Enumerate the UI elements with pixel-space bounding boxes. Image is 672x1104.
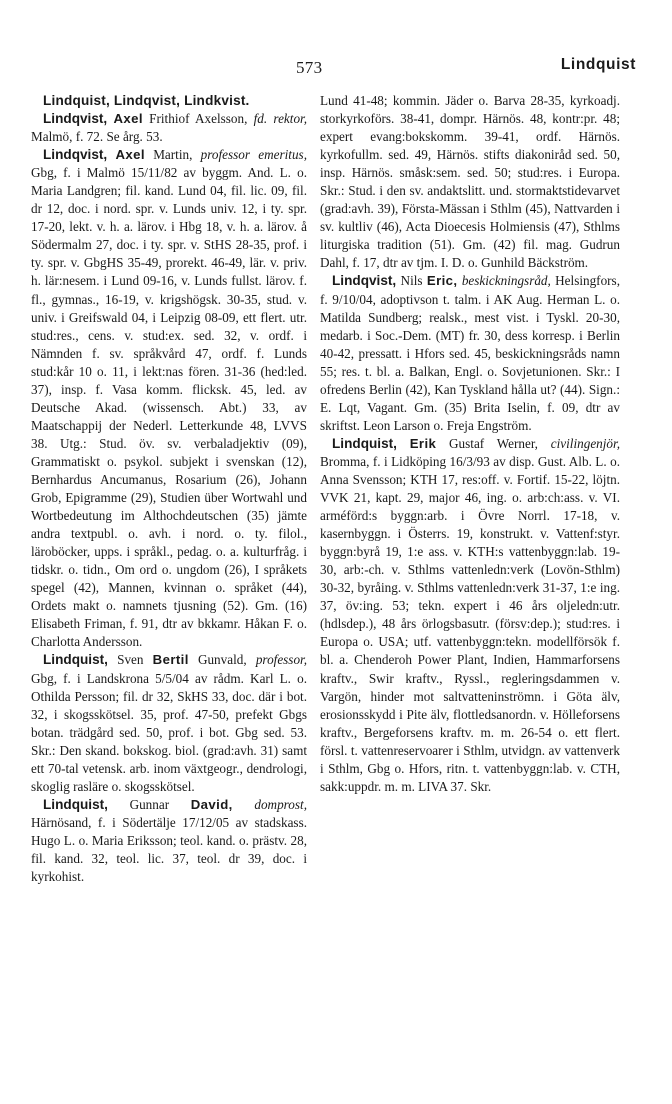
- group-heading: Lindquist, Lindqvist, Lindkvist.: [43, 93, 250, 108]
- entry-given-bold: Bertil: [152, 652, 189, 668]
- entry-given-bold: David,: [190, 796, 233, 812]
- running-head: Lindquist: [560, 56, 636, 73]
- entry-given-bold: Axel: [113, 111, 143, 127]
- entry-body: Gbg, f. i Malmö 15/11/82 av byggm. And. L. o. Maria Landgren; fil. kand. Lund 04, fil. lic. 09, fil. dr 12, doc. i nord. spr. v. Lunds univ. 12, i ty. spr. 17-20, lekt. v. h. a. lärov. i Hbg 18, v. h. a. lärov. å Södermalm 27, doc. i ty. spr. v. StHS 28-35, prof. i ty. spr. v. GbgHS 35-49, prorekt. 46-49, lär. v. priv. h. lär:nesem. i Lund 09-16, v. Lunds fullst. lärov. f. fl., gymnas., 16-19, v. krigshögsk. 30-35, stud. v. univ. i Greifswald 04, i Leipzig 08-09, ett flert. utr. stud:res., cens. v. stud:ex. sed. 32, v. ordf. i Nämnden f. sv. språkvård 47, ordf. f. Lunds stud:kår 10 o. 11, i lekt:nas fören. 31-36 (hed:led. 37), insp. f. Vasa komm. flicksk. 45, led. av Deutsche Akad. (wissensch. Abt.) 33, av Maatschappij der Nederl. Letterkunde 48, LVVS 38. Utg.: Stud. öv. sv. verbaladjektiv (09), Grammatiskt o. psykol. subjekt i svenskan (12), Bernhardus Ancumanus, Rosarium (26), Johann Grob, Epigramme (29), Studien über Wortwahl und Wortbedeutung im Althochdeutschen (35) jämte andra textpubl. o. avh. i nord. o. ty. filol., läroböcker, upps. i språkl., pedag. o. a. kulturfråg. i tidskr. o. tidn., Om ord o. ungdom (26), I språkets spegel (42), Mannen, kvinnan o. språket (44), Ordets makt o. namnets tjusning (52). Gm. (16) Elisabeth Friman, f. 91, dtr av bkkamr. Håkan F. o. Charlotta Andersson.: [31, 165, 307, 650]
- biography-entry: [31, 146, 307, 651]
- entry-continuation: Lund 41-48; kommin. Jäder o. Barva 28-35, kyrkoadj. storkyrkoförs. 38-41, dompr. Härnös. 48, kontr:pr. 48; expert evang:bokskomm. 39-41, ordf. Härnös. kyrkofullm. sed. 49, Härnös. stifts diakoniråd sed. 50, insp. Härnös. småsk:sem. sed. 50; stud:res. i Europa. Skr.: Stud. i den sv. andaktslitt. und. stormaktstidevarvet (grad:avh. 39), Första-Mässan i Sthlm (45), Nattvarden i sv. kultliv (46), Acta Dioecesis Holmiensis (47), Sthlms liturgiska tradition (51). Gm. (42) fil. mag. Gudrun Dahl, f. 17, dtr av tjm. I. D. o. Gunhild Bäckström.: [320, 93, 620, 271]
- entry-title: professor emeritus,: [200, 147, 307, 163]
- entry-title: fd. rektor,: [253, 111, 307, 127]
- entry-given-bold: Axel: [115, 147, 145, 163]
- entry-given-bold: Erik: [409, 435, 437, 451]
- entry-body: Helsingfors, f. 9/10/04, adoptivson t. talm. i AK Aug. Herman L. o. Matilda Sundberg; realsk., mest vist. i Tyskl. 20-30, medarb. i Soc.-Dem. (MT) fr. 30, dess korresp. i Berlin 40-42, pressatt. i Hfors sed. 45, beskickningsråds namn 55; res. t. bl. a. Balkan, Engl. o. Sovjetunionen. Skr.: I ofredens Berlin (42), Kan Tyskland hålla ut? (44). Sign.: E. Lqt, Vagant. Gm. (35) Brita Iselin, f. 09, dtr av skriftst. Leon Larson o. Freja Engström.: [320, 273, 620, 433]
- entry-body: Malmö, f. 72. Se årg. 53.: [31, 129, 163, 145]
- left-column: [31, 92, 307, 886]
- entry-given-pre: [397, 436, 410, 451]
- entry-surname: Lindqvist,: [43, 111, 108, 127]
- entry-surname: Lindqvist,: [332, 273, 397, 289]
- page-number: 573: [296, 58, 323, 77]
- entry-surname: Lindquist,: [43, 652, 108, 668]
- entry-given-post: [233, 797, 255, 812]
- entry-given-post: Gunvald,: [188, 652, 247, 668]
- entry-surname: Lindquist,: [43, 796, 108, 812]
- entry-given-post: Martin,: [144, 147, 193, 163]
- entry-title: civilingenjör,: [550, 435, 620, 451]
- entry-given-pre: Nils: [396, 273, 427, 289]
- biography-entry: [31, 796, 307, 886]
- entry-body: Härnösand, f. i Södertälje 17/12/05 av stadskass. Hugo L. o. Maria Eriksson; teol. kand. o. prästv. 28, fil. kand. 32, teol. lic. 37, teol. dr 39, doc. i kyrkohist.: [31, 814, 307, 885]
- entry-surname: Lindquist,: [332, 435, 397, 451]
- page-header: [0, 48, 672, 78]
- entry-title: professor,: [255, 652, 307, 668]
- entry-given-bold: Eric,: [426, 273, 458, 289]
- entry-title: beskickningsråd,: [461, 273, 551, 289]
- entry-body: Bromma, f. i Lidköping 16/3/93 av disp. Gust. Alb. L. o. Anna Svensson; KTH 17, res:off. v. Fortif. 15-22, löjtn. VVK 21, kapt. 29, major 46, ing. o. arb:ch:ass. v. VI. arméförd:s byggn:arb. i Övre Norrl. 17-18, v. kasernbyggn. i Österrs. 19, konstrukt. v. Vattenf:styr. byggn:byrå 19, 1:e ass. v. KTH:s vattenbyggn:lab. 19-30, arb:-ch. v. Sthlms vattenledn:verk (Lovön-Sthlm) 30-32, byråing. v. Sthlms vattenledn:verk 31-37, 1:e ing. 37, öv:ing. 53; tekn. expert i 46 års oljeledn:utr. (hdlsdep.), 48 års örlogsbasutr. (försv:dep.); stud:res. i Europa o. USA; utf. vattenbyggn:tekn. modellförsök f. bl. a. Chenderoh Power Plant, Indien, Hammarforsens kraftv., Swir kraftv., Ryssl., regleringsdammen v. Vargön, hinder mot saltvatteninströmn. i Göta älv, erosionsskydd i Pite älv, flottledsanordn. v. Hölleforsens kraftv., Bergeforsens kraftv. m. m. 26-54 o. ett flert. försl. t. vattenreservoarer i Sthlm, utvidgn. av vattenverk i Sthlm, Gbg o. Hfors, ritn. t. vattenbyggn:lab. v. CTH, sakk:uppdr. m. m. LIVA 37. Skr.: [320, 453, 620, 794]
- biography-entry: [320, 272, 620, 434]
- entry-given-post: Frithiof Axelsson,: [142, 111, 248, 127]
- biography-entry: [31, 651, 307, 795]
- entry-title: domprost,: [254, 796, 307, 812]
- entry-given-pre: Sven: [107, 652, 153, 668]
- biography-entry: [31, 110, 307, 146]
- entry-surname: Lindqvist,: [43, 147, 108, 163]
- right-column: [320, 92, 620, 796]
- entry-given-post: Gustaf Werner,: [436, 435, 538, 451]
- entry-body: Gbg, f. i Landskrona 5/5/04 av rådm. Karl L. o. Othilda Persson; fil. dr 32, SkHS 33, doc. där i bot. 32, i skogsskötsel. 35, prof. 47-50, prefekt Gbgs botan. trädgård sed. 50, prof. i bot. Gbg sed. 53. Skr.: Den skand. bokskog. biol. (grad:avh. 31) samt ett 70-tal vetensk. arb. inom växtgeogr., dendrologi, skoglig rasläre o. skogsskötsel.: [31, 670, 307, 794]
- biography-entry: [320, 435, 620, 796]
- entry-given-pre: Gunnar: [107, 796, 191, 812]
